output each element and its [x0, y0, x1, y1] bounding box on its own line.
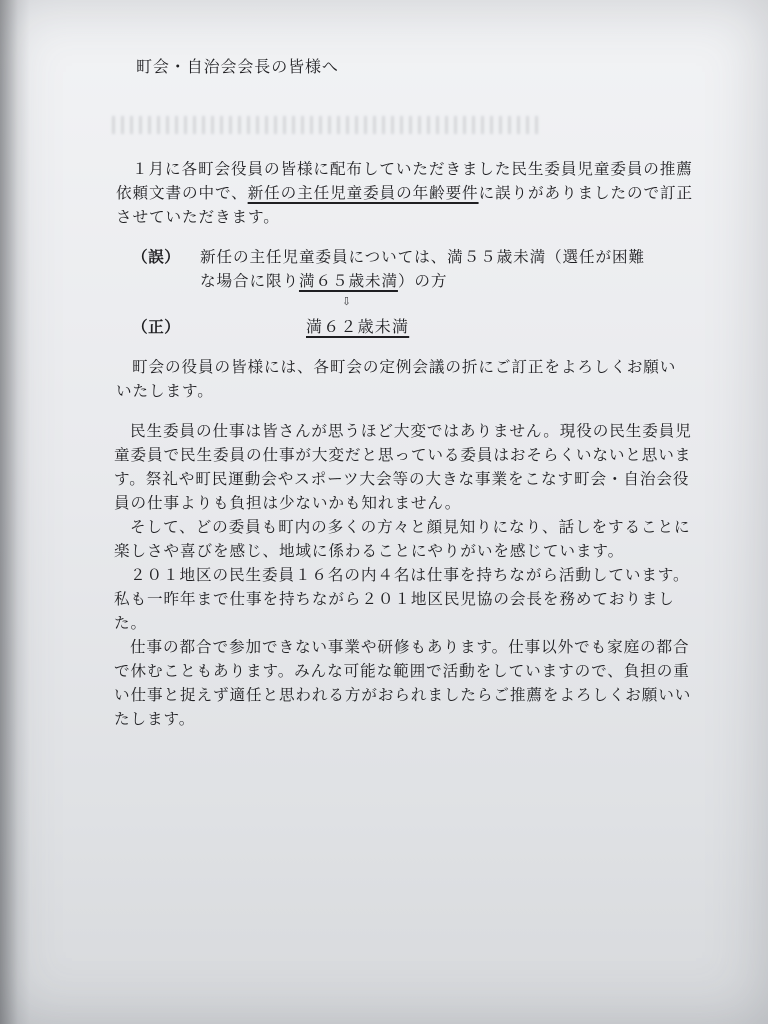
wrong-line-2: [200, 270, 447, 292]
document-title: 町会・自治会会長の皆様へ: [136, 57, 339, 76]
body-line: 童委員で民生委員の仕事が大変だと思っている委員はおそらくいないと思いま: [114, 446, 692, 464]
intro-line-1: １月に各町会役員の皆様に配布していただきました民生委員児童委員の推薦: [132, 160, 693, 178]
body-line: た。: [114, 614, 147, 632]
intro-line-2-pre: 依頼文書の中で、: [116, 184, 248, 202]
intro-line-2: [116, 182, 693, 204]
wrong-line-2-post: ）の方: [397, 272, 448, 290]
down-arrow-icon: ⇩: [342, 295, 352, 308]
body-line: 員の仕事よりも負担は少ないかも知れません。: [114, 494, 462, 512]
body-line: 民生委員の仕事は皆さんが思うほど大変ではありません。現役の民生委員児: [130, 422, 692, 440]
request-line-1: 町会の役員の皆様には、各町会の定例会議の折にご訂正をよろしくお願い: [132, 358, 677, 376]
body-line: 楽しさや喜びを感じ、地域に係わることにやりがいを感じています。: [114, 542, 625, 560]
body-line: 仕事の都合で参加できない事業や研修もあります。仕事以外でも家庭の都合: [130, 638, 690, 656]
body-line: で休むこともあります。みんな可能な範囲で活動をしていますので、負担の重: [114, 662, 690, 680]
body-line: 私も一昨年まで仕事を持ちながら２０１地区民児協の会長を務めておりまし: [114, 590, 675, 608]
body-line: たします。: [114, 710, 196, 728]
intro-line-3: させていただきます。: [116, 208, 280, 226]
wrong-line-2-pre: な場合に限り: [200, 272, 299, 290]
body-line: ２０１地区の民生委員１６名の内４名は仕事を持ちながら活動しています。: [130, 566, 690, 584]
intro-underlined-phrase: 新任の主任児童委員の年齢要件: [247, 184, 479, 202]
body-line: い仕事と捉えず適任と思われる方がおられましたらご推薦をよろしくお願いい: [114, 686, 692, 704]
correct-label: （正）: [132, 317, 181, 336]
redacted-line: [112, 116, 542, 134]
body-line: す。祭礼や町民運動会やスポーツ大会等の大きな事業をこなす町会・自治会役: [114, 470, 690, 488]
correct-age-value: 満６２歳未満: [306, 317, 410, 336]
body-line: そして、どの委員も町内の多くの方々と顔見知りになり、話しをすることに: [130, 518, 691, 536]
request-line-2: いたします。: [116, 382, 214, 400]
wrong-line-1: 新任の主任児童委員については、満５５歳未満（選任が困難: [200, 248, 646, 266]
paper-edge-shadow: [0, 0, 30, 1024]
wrong-label: （誤）: [132, 247, 181, 266]
intro-line-2-post: に誤りがありましたので訂正: [478, 184, 693, 202]
wrong-age-value: 満６５歳未満: [298, 272, 398, 290]
